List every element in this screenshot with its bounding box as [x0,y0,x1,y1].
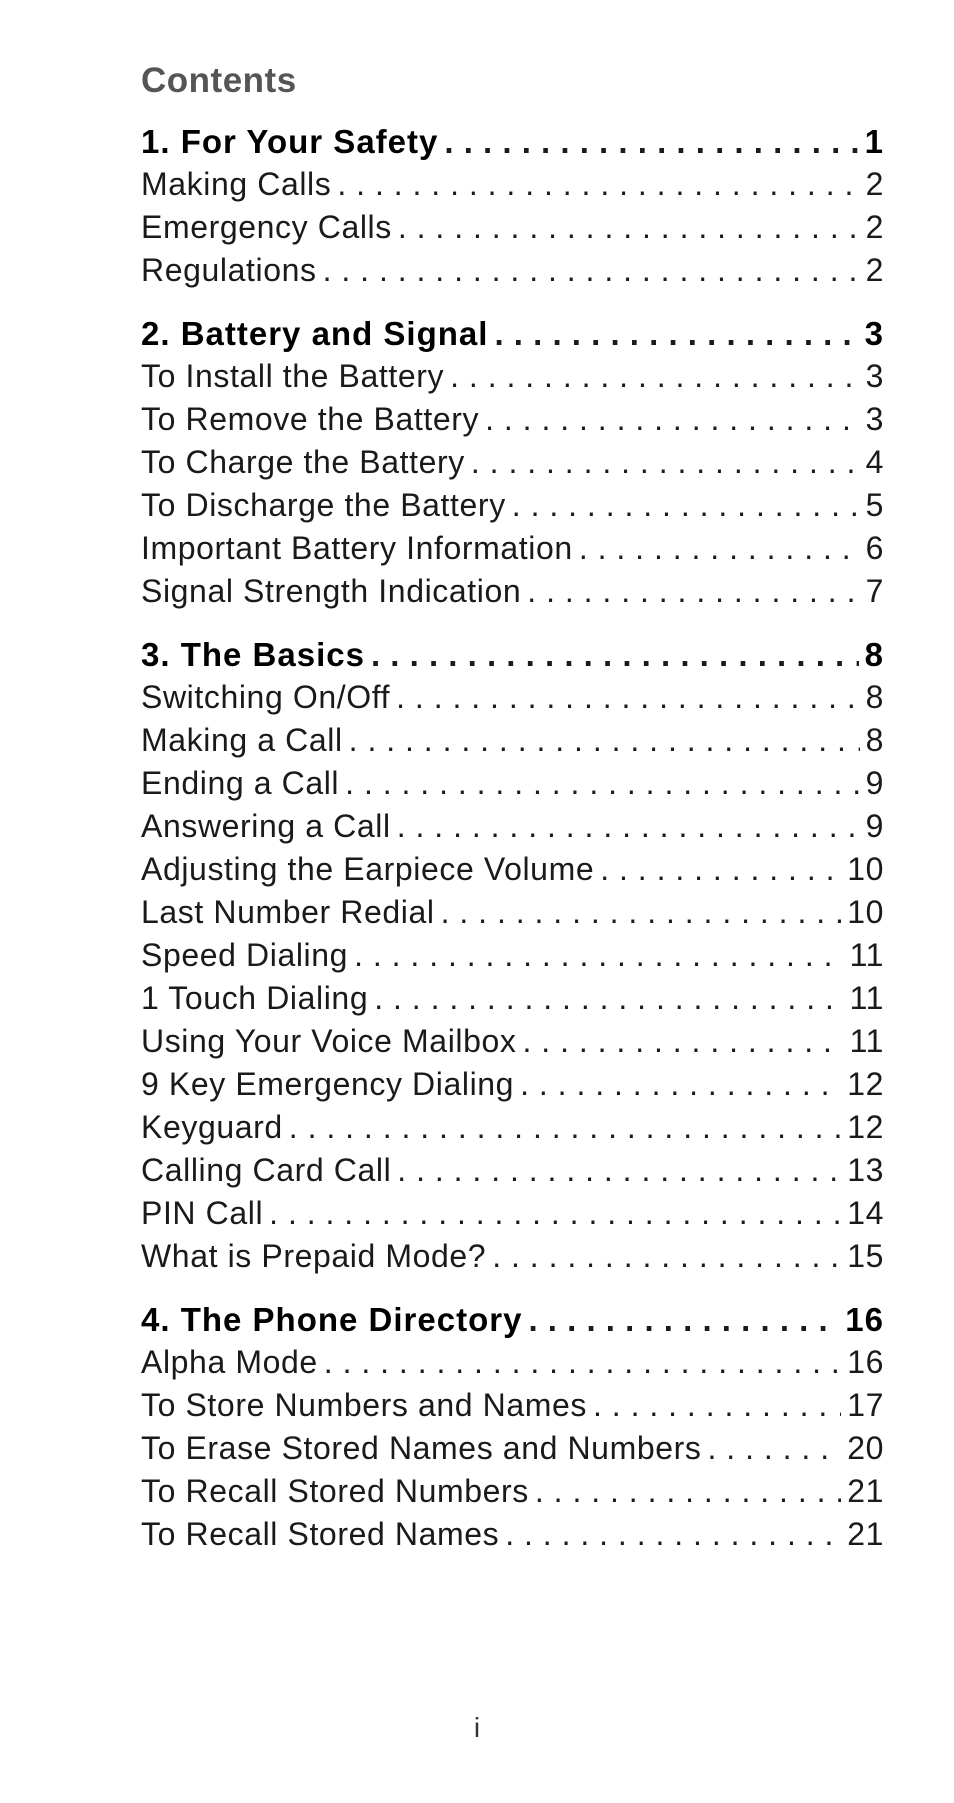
toc-entry[interactable] [141,934,884,977]
toc-heading[interactable] [141,312,884,355]
toc-entry[interactable] [141,805,884,848]
toc-entry-label: To Remove the Battery [141,401,480,437]
toc-heading[interactable] [141,1298,884,1341]
dot-leader [371,633,859,676]
dot-leader [523,1020,844,1063]
dot-leader [505,1513,841,1556]
dot-leader [593,1384,841,1427]
toc-entry-page-number: 11 [849,1023,884,1059]
toc-entry-page-number: 20 [847,1430,884,1466]
dot-leader [354,934,844,977]
toc-entry-page-number: 2 [865,209,884,245]
toc-entry-label: To Install the Battery [141,358,445,394]
toc-entry-label: Answering a Call [141,808,391,844]
toc-entry-label: Alpha Mode [141,1344,318,1380]
toc-entry-label: Last Number Redial [141,894,435,930]
toc-entry-label: Ending a Call [141,765,340,801]
dot-leader [535,1470,841,1513]
toc-entry-label: Signal Strength Indication [141,573,522,609]
dot-leader [337,163,859,206]
dot-leader [485,398,860,441]
toc-entry[interactable] [141,762,884,805]
table-of-contents [141,56,884,1576]
toc-entry-page-number: 6 [865,530,884,566]
toc-entry-page-number: 9 [865,765,884,801]
toc-heading[interactable] [141,120,884,163]
dot-leader [374,977,843,1020]
toc-entry[interactable] [141,1470,884,1513]
toc-entry[interactable] [141,977,884,1020]
dot-leader [349,719,860,762]
toc-entry[interactable] [141,848,884,891]
toc-entry[interactable] [141,527,884,570]
toc-heading-page-number: 3 [864,315,884,352]
toc-heading-label: 2. Battery and Signal [141,315,489,352]
toc-entry-page-number: 13 [847,1152,884,1188]
dot-leader [450,355,859,398]
dot-leader [444,120,858,163]
toc-entry-label: Making a Call [141,722,343,758]
toc-entry-page-number: 5 [865,487,884,523]
toc-entry-label: Adjusting the Earpiece Volume [141,851,595,887]
dot-leader [397,805,860,848]
toc-heading-page-number: 1 [864,123,884,160]
dot-leader [345,762,859,805]
toc-entry[interactable] [141,1513,884,1556]
toc-heading-label: 1. For Your Safety [141,123,439,160]
toc-entry-label: 9 Key Emergency Dialing [141,1066,515,1102]
toc-entry[interactable] [141,206,884,249]
toc-heading-page-number: 8 [864,636,884,673]
toc-entry-page-number: 11 [849,980,884,1016]
toc-entry-label: Important Battery Information [141,530,573,566]
toc-entry-label: Calling Card Call [141,1152,392,1188]
toc-entry-page-number: 9 [865,808,884,844]
toc-entry-page-number: 14 [847,1195,884,1231]
toc-heading-label: 4. The Phone Directory [141,1301,523,1338]
toc-entry-label: Switching On/Off [141,679,391,715]
toc-entry-label: To Recall Stored Names [141,1516,500,1552]
dot-leader [528,1298,839,1341]
toc-entry-page-number: 8 [865,722,884,758]
dot-leader [397,1149,841,1192]
toc-section [141,312,884,613]
toc-entry[interactable] [141,1427,884,1470]
dot-leader [708,1427,842,1470]
page-title: Contents [141,61,297,100]
toc-entry-page-number: 2 [865,252,884,288]
toc-entry-label: Regulations [141,252,317,288]
toc-entry-page-number: 17 [847,1387,884,1423]
toc-entry-page-number: 8 [865,679,884,715]
toc-entry[interactable] [141,1063,884,1106]
toc-heading-page-number: 16 [845,1301,884,1338]
toc-entry[interactable] [141,441,884,484]
toc-entry-label: To Discharge the Battery [141,487,506,523]
toc-entry[interactable] [141,570,884,613]
toc-entry-page-number: 2 [865,166,884,202]
dot-leader [527,570,859,613]
toc-entry[interactable] [141,719,884,762]
dot-leader [492,1235,841,1278]
toc-entry-label: PIN Call [141,1195,264,1231]
toc-entry-label: To Store Numbers and Names [141,1387,588,1423]
toc-entry-page-number: 10 [847,851,884,887]
toc-entry-label: Using Your Voice Mailbox [141,1023,517,1059]
toc-entry[interactable] [141,1192,884,1235]
toc-entry[interactable] [141,398,884,441]
toc-heading-label: 3. The Basics [141,636,365,673]
toc-entry-page-number: 21 [847,1473,884,1509]
toc-entry-label: Making Calls [141,166,332,202]
toc-entry[interactable] [141,484,884,527]
dot-leader [512,484,860,527]
dot-leader [471,441,860,484]
toc-entry[interactable] [141,1235,884,1278]
toc-entry-page-number: 21 [847,1516,884,1552]
dot-leader [324,1341,841,1384]
toc-entry[interactable] [141,1020,884,1063]
toc-entry-page-number: 10 [847,894,884,930]
toc-entry[interactable] [141,249,884,292]
dot-leader [579,527,860,570]
toc-entry[interactable] [141,1341,884,1384]
toc-entry-label: 1 Touch Dialing [141,980,369,1016]
toc-heading[interactable] [141,633,884,676]
dot-leader [520,1063,841,1106]
toc-entry-label: Speed Dialing [141,937,349,973]
toc-entry-page-number: 15 [847,1238,884,1274]
dot-leader [494,312,858,355]
toc-entry-label: What is Prepaid Mode? [141,1238,487,1274]
dot-leader [441,891,842,934]
toc-section [141,1298,884,1556]
toc-entry-page-number: 11 [849,937,884,973]
toc-entry-label: To Erase Stored Names and Numbers [141,1430,702,1466]
toc-entry-page-number: 7 [865,573,884,609]
toc-entry-page-number: 12 [847,1066,884,1102]
dot-leader [323,249,860,292]
toc-entry[interactable] [141,355,884,398]
dot-leader [396,676,859,719]
dot-leader [600,848,841,891]
toc-section [141,633,884,1278]
toc-entry[interactable] [141,891,884,934]
toc-entry-page-number: 16 [847,1344,884,1380]
dot-leader [289,1106,841,1149]
toc-entry-label: To Recall Stored Numbers [141,1473,529,1509]
toc-entry-page-number: 3 [865,358,884,394]
toc-entry[interactable] [141,1149,884,1192]
toc-entry-page-number: 12 [847,1109,884,1145]
toc-sections [141,120,884,1556]
dot-leader [398,206,860,249]
toc-entry-page-number: 3 [865,401,884,437]
toc-entry[interactable] [141,163,884,206]
toc-entry-label: Keyguard [141,1109,283,1145]
toc-entry[interactable] [141,676,884,719]
toc-section [141,120,884,292]
toc-entry-label: To Charge the Battery [141,444,465,480]
dot-leader [269,1192,841,1235]
toc-entry[interactable] [141,1384,884,1427]
toc-entry-page-number: 4 [865,444,884,480]
page-number: i [473,1712,481,1743]
toc-entry-label: Emergency Calls [141,209,392,245]
toc-entry[interactable] [141,1106,884,1149]
